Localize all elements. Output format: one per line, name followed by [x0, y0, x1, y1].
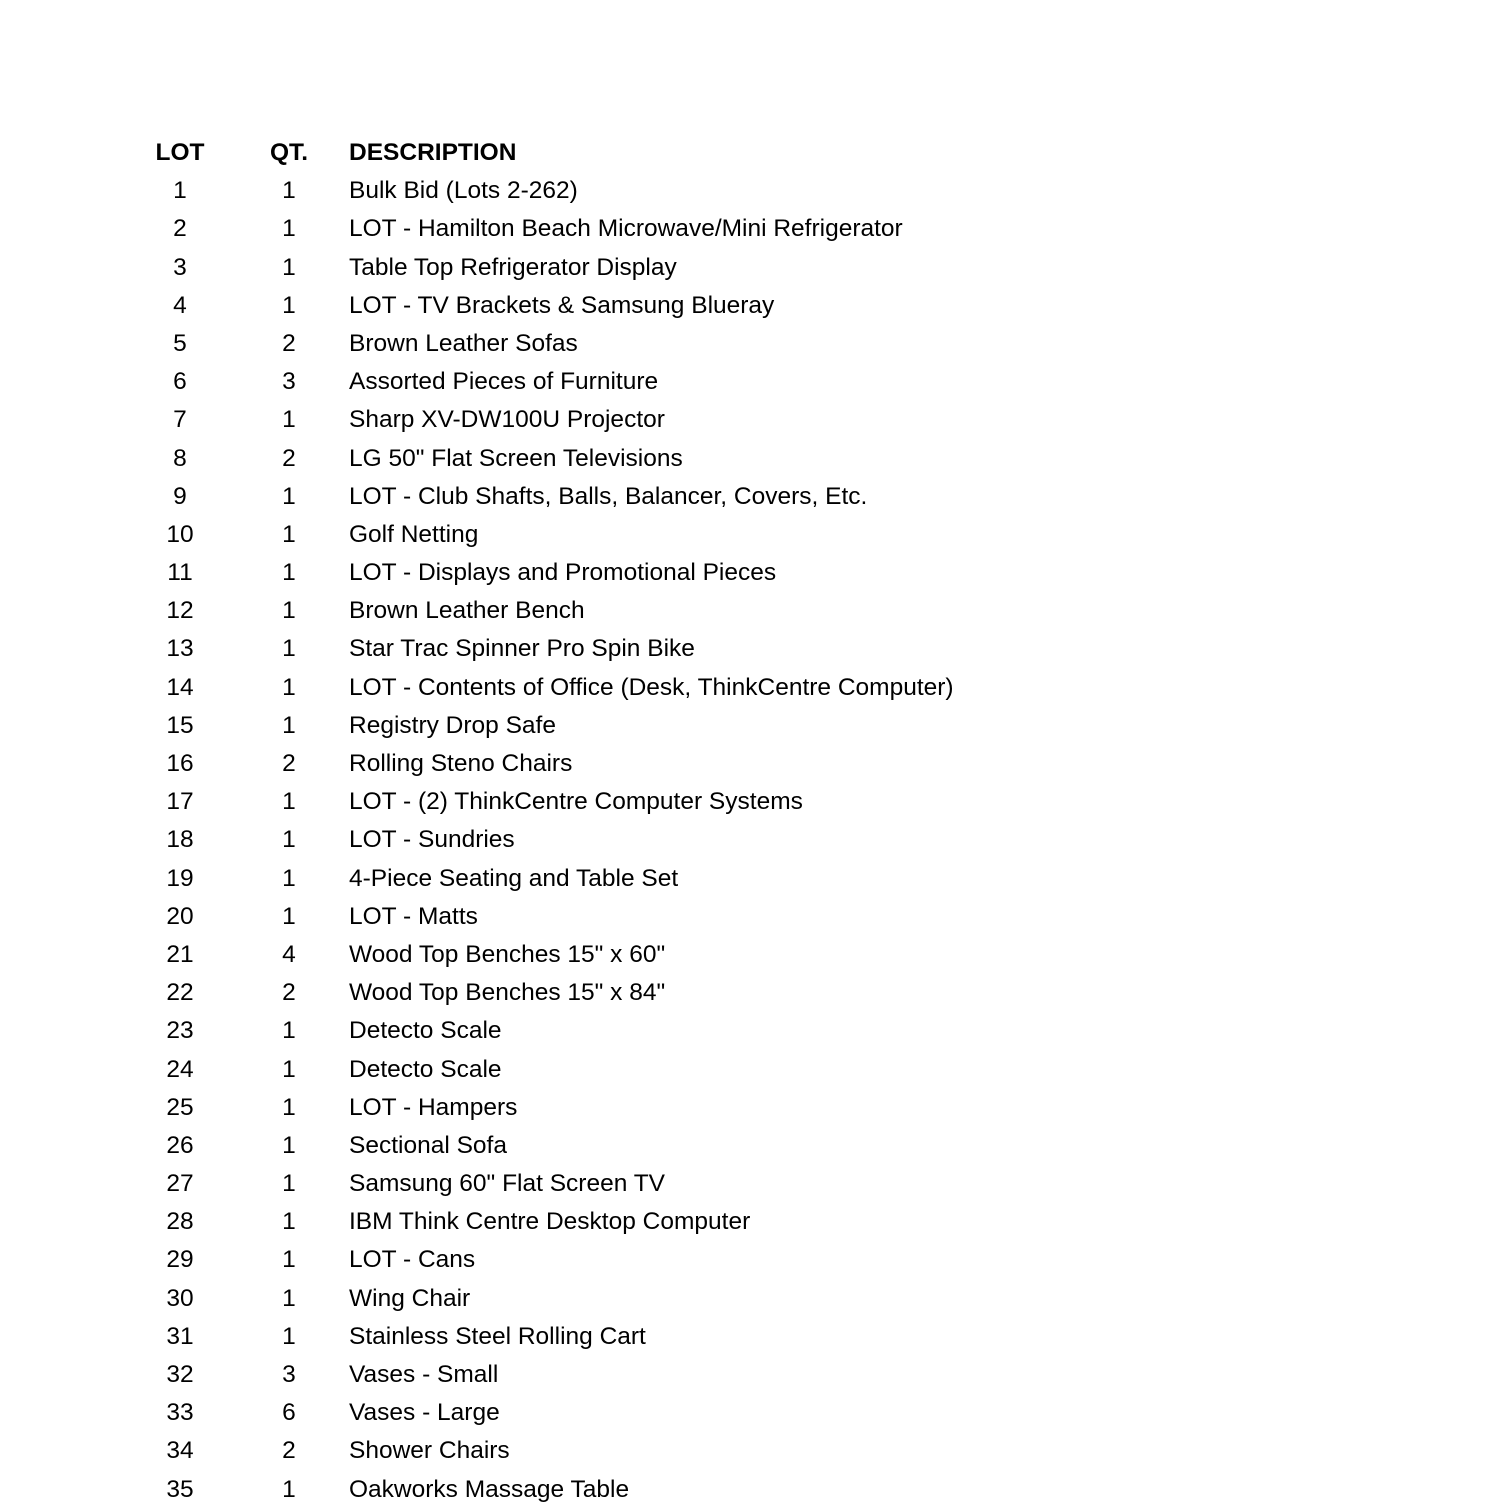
quantity: 1 [282, 291, 296, 319]
lot-number: 14 [166, 673, 194, 701]
lot-number: 25 [166, 1093, 194, 1121]
lot-number: 8 [173, 444, 187, 472]
description: Wood Top Benches 15" x 84" [349, 979, 666, 1007]
lot-number: 30 [166, 1284, 194, 1312]
quantity: 1 [282, 1322, 296, 1350]
lot-number: 31 [166, 1322, 194, 1350]
description: Samsung 60" Flat Screen TV [349, 1170, 666, 1198]
description: Assorted Pieces of Furniture [349, 368, 659, 396]
description: LOT - Displays and Promotional Pieces [349, 559, 777, 587]
quantity: 1 [282, 1246, 296, 1274]
quantity: 1 [282, 253, 296, 281]
lot-number: 12 [166, 597, 194, 625]
description: Brown Leather Sofas [349, 329, 578, 357]
description: LOT - Sundries [349, 826, 515, 854]
lot-number: 13 [166, 635, 194, 663]
quantity: 1 [282, 1093, 296, 1121]
quantity: 1 [282, 482, 296, 510]
description: LOT - (2) ThinkCentre Computer Systems [349, 788, 803, 816]
quantity: 1 [282, 406, 296, 434]
description: Registry Drop Safe [349, 711, 556, 739]
description: Vases - Large [349, 1399, 500, 1427]
quantity: 1 [282, 215, 296, 243]
quantity: 1 [282, 520, 296, 548]
description: 4-Piece Seating and Table Set [349, 864, 679, 892]
description: Wing Chair [349, 1284, 471, 1312]
quantity: 1 [282, 1017, 296, 1045]
quantity: 1 [282, 788, 296, 816]
lot-number: 3 [173, 253, 187, 281]
lot-number: 4 [173, 291, 187, 319]
lot-number: 7 [173, 406, 187, 434]
lot-number: 21 [166, 940, 194, 968]
lot-number: 18 [166, 826, 194, 854]
description: Golf Netting [349, 520, 479, 548]
lot-number: 24 [166, 1055, 194, 1083]
description: Brown Leather Bench [349, 597, 585, 625]
lot-number: 10 [166, 520, 194, 548]
description: Star Trac Spinner Pro Spin Bike [349, 635, 695, 663]
lot-number: 6 [173, 368, 187, 396]
quantity: 1 [282, 635, 296, 663]
quantity: 1 [282, 177, 296, 205]
quantity: 1 [282, 1055, 296, 1083]
description: LOT - Club Shafts, Balls, Balancer, Covers, Etc. [349, 482, 868, 510]
quantity: 1 [282, 673, 296, 701]
quantity: 1 [282, 864, 296, 892]
description: Vases - Small [349, 1361, 499, 1388]
description: LOT - Hampers [349, 1093, 518, 1121]
description: Oakworks Massage Table [349, 1475, 630, 1503]
quantity: 3 [282, 1361, 296, 1388]
quantity: 1 [282, 1475, 296, 1503]
quantity: 2 [282, 979, 296, 1007]
quantity: 2 [282, 444, 296, 472]
quantity: 4 [282, 940, 296, 968]
description: IBM Think Centre Desktop Computer [349, 1208, 751, 1236]
lot-number: 34 [166, 1437, 194, 1465]
description: Shower Chairs [349, 1437, 510, 1465]
quantity: 1 [282, 711, 296, 739]
lot-number: 28 [166, 1208, 194, 1236]
description: Detecto Scale [349, 1055, 502, 1083]
lot-number: 33 [166, 1399, 194, 1427]
lot-number: 22 [166, 979, 194, 1007]
description: LOT - Hamilton Beach Microwave/Mini Refrigerator [349, 215, 903, 243]
description: LG 50" Flat Screen Televisions [349, 444, 683, 472]
quantity: 1 [282, 826, 296, 854]
quantity: 2 [282, 750, 296, 777]
header-description: DESCRIPTION [349, 139, 517, 166]
quantity: 1 [282, 597, 296, 625]
lot-number: 9 [173, 482, 187, 510]
lot-number: 26 [166, 1131, 194, 1159]
description: LOT - TV Brackets & Samsung Blueray [349, 291, 775, 319]
quantity: 2 [282, 1437, 296, 1465]
description: Stainless Steel Rolling Cart [349, 1322, 646, 1350]
quantity: 1 [282, 1284, 296, 1312]
description: Sectional Sofa [349, 1131, 507, 1159]
description: Bulk Bid (Lots 2-262) [349, 177, 578, 205]
quantity: 2 [282, 329, 296, 357]
quantity: 1 [282, 1131, 296, 1159]
lot-number: 11 [167, 559, 193, 587]
quantity: 1 [282, 1208, 296, 1236]
description: LOT - Matts [349, 902, 478, 930]
quantity: 1 [282, 559, 296, 587]
description: Wood Top Benches 15" x 60" [349, 940, 666, 968]
lot-number: 32 [166, 1361, 194, 1388]
lot-number: 35 [166, 1475, 194, 1503]
description: Rolling Steno Chairs [349, 750, 573, 777]
description: LOT - Contents of Office (Desk, ThinkCentre Computer) [349, 673, 954, 701]
header-lot: LOT [155, 139, 205, 166]
lot-number: 1 [173, 177, 187, 205]
description: Detecto Scale [349, 1017, 502, 1045]
lot-number: 27 [166, 1170, 194, 1198]
quantity: 1 [282, 902, 296, 930]
lot-number: 5 [173, 329, 187, 357]
lot-number: 16 [166, 750, 194, 777]
quantity: 3 [282, 368, 296, 396]
lot-number: 19 [166, 864, 194, 892]
lot-number: 15 [166, 711, 194, 739]
lot-number: 29 [166, 1246, 194, 1274]
lot-number: 17 [166, 788, 194, 816]
header-qty: QT. [269, 139, 309, 166]
quantity: 1 [282, 1170, 296, 1198]
lot-number: 20 [166, 902, 194, 930]
description: Table Top Refrigerator Display [349, 253, 677, 281]
quantity: 6 [282, 1399, 296, 1427]
description: Sharp XV-DW100U Projector [349, 406, 665, 434]
description: LOT - Cans [349, 1246, 476, 1274]
lot-number: 2 [173, 215, 187, 243]
lot-number: 23 [166, 1017, 194, 1045]
